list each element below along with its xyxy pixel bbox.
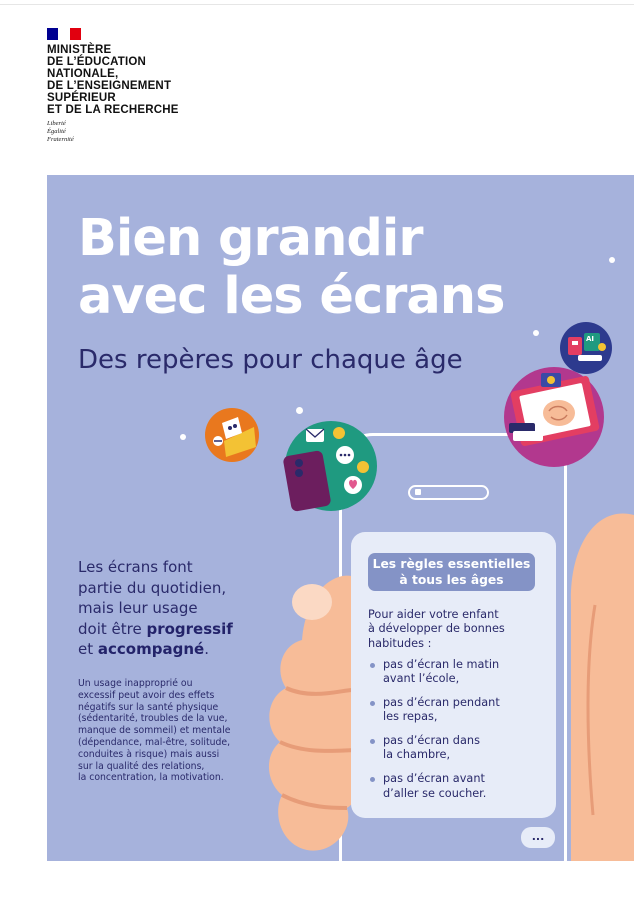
laptop-apps-bubble-icon [501, 365, 607, 469]
smartphone-apps-bubble-icon [283, 419, 379, 513]
rule-item: pas d’écran pendant les repas, [368, 696, 548, 725]
poster-title [78, 210, 504, 326]
details-paragraph: Un usage inapproprié ou excessif peut avoir des effets négatifs sur la santé physique (sédentarité, troubles de la vue, manque de sommeil) et mentale (dépendance, mal-être, solitude, conduites à risque) mais aussi sur la qualité des relations, la concentration, la motivation. [78, 678, 231, 784]
top-border [0, 0, 634, 5]
title-line-1: Bien grandir [78, 209, 423, 268]
bullet-icon [370, 777, 375, 782]
bullet-icon [370, 701, 375, 706]
ministry-logo [47, 28, 207, 144]
bullet-icon [370, 663, 375, 668]
emphasis-progressif: progressif [146, 619, 233, 638]
rule-item: pas d’écran avant d’aller se coucher. [368, 772, 548, 801]
ministry-motto: Liberté Égalité Fraternité [47, 120, 74, 143]
intro-paragraph: Les écrans font partie du quotidien, mais leur usage doit être progressif et accompagné. [78, 558, 233, 658]
rules-list [368, 658, 548, 810]
decor-dot [180, 434, 186, 440]
ministry-name: MINISTÈRE DE L’ÉDUCATION NATIONALE, DE L’ENSEIGNEMENT SUPÉRIEUR ET DE LA RECHERCHE [47, 44, 179, 116]
french-flag-icon [47, 28, 81, 40]
poster-subtitle: Des repères pour chaque âge [78, 345, 463, 375]
emphasis-accompagne: accompagné [97, 640, 205, 658]
decor-dot [296, 407, 303, 414]
rules-intro: Pour aider votre enfant à développer de bonnes habitudes : [368, 608, 505, 650]
ai-badge: AI [586, 335, 595, 343]
rule-item: pas d’écran le matin avant l’école, [368, 658, 548, 687]
rules-title-badge: Les règles essentielles à tous les âges [368, 553, 535, 591]
essential-rules-card [351, 532, 556, 818]
chat-apps-bubble-icon [204, 407, 260, 463]
decor-dot [609, 257, 615, 263]
poster [47, 175, 634, 861]
ai-apps-bubble-icon [558, 321, 614, 375]
more-button[interactable]: ... [521, 827, 555, 848]
bullet-icon [370, 739, 375, 744]
lock-icon [415, 489, 421, 495]
rule-item: pas d’écran dans la chambre, [368, 734, 548, 763]
title-line-2: avec les écrans [78, 267, 505, 326]
decor-dot [533, 330, 539, 336]
phone-lock-bar [408, 485, 489, 500]
